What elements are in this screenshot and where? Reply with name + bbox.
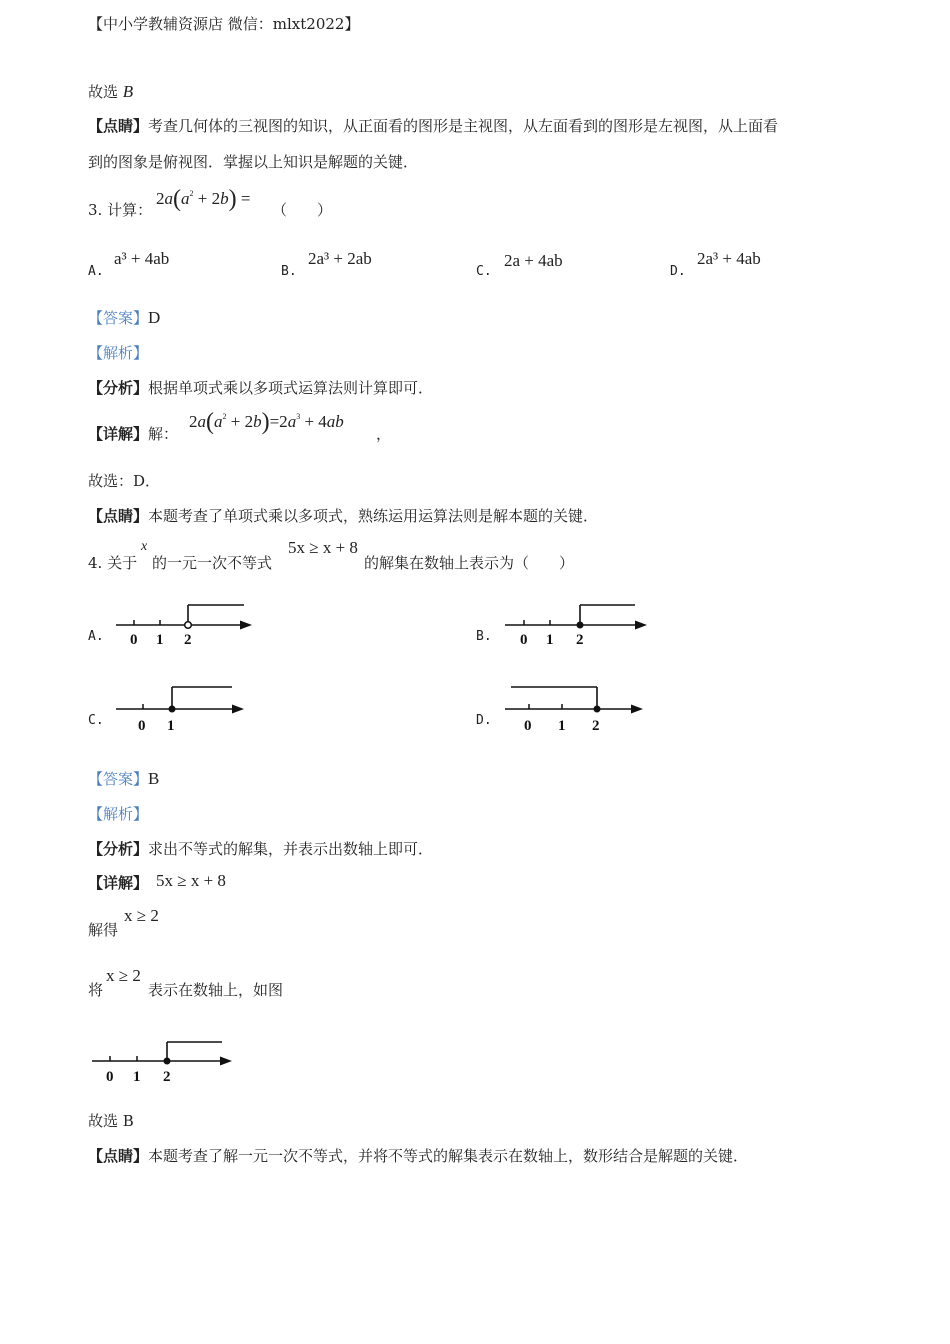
q4-stem-inequality: 5x ≥ x + 8 bbox=[288, 538, 358, 557]
tick-label: 1 bbox=[167, 718, 175, 734]
q3-option-c-label: C. bbox=[476, 264, 492, 279]
q3-expression: $2a(a^2 + 2b)$ = bbox=[156, 186, 251, 212]
q3-answer-value: D bbox=[148, 308, 161, 327]
q4-comment bbox=[88, 1146, 748, 1166]
q4-put-text: 将 bbox=[88, 981, 104, 999]
q2-comment-line2: 到的图象是俯视图．掌握以上知识是解题的关键． bbox=[88, 153, 419, 171]
q3-detail-equation: $2a(a^2 + 2b)=2a^3 + 4ab$ bbox=[189, 409, 344, 435]
q4-choose: 故选 B bbox=[88, 1112, 134, 1130]
q4-solution: x ≥ 2 bbox=[124, 906, 159, 925]
q3-detail-prefix: 解： bbox=[148, 425, 179, 443]
header-watermark: 【中小学教辅资源店 微信：mlxt2022】 bbox=[88, 15, 360, 33]
q3-blank: （ ） bbox=[272, 201, 333, 219]
tick-label: 0 bbox=[138, 718, 146, 734]
q3-analysis-tag: 【解析】 bbox=[88, 344, 149, 362]
q4-fenxi-tag: 【分析】 bbox=[88, 840, 149, 858]
q2-comment-text1: 考查几何体的三视图的知识，从正面看的图形是主视图，从左面看到的图形是左视图，从上面看 bbox=[148, 117, 779, 135]
q3-detail-suffix: ， bbox=[376, 425, 392, 443]
tick-label: 1 bbox=[546, 632, 554, 648]
q2-choose bbox=[88, 82, 133, 102]
tick-label: 0 bbox=[106, 1069, 114, 1085]
q3-fenxi-text: 根据单项式乘以多项式运算法则计算即可． bbox=[148, 379, 434, 397]
tick-label: 2 bbox=[576, 632, 584, 648]
q4-detail-tag: 【详解】 bbox=[88, 874, 149, 892]
q3-comment bbox=[88, 506, 598, 526]
q4-stem-suffix: 的解集在数轴上表示为（ ） bbox=[364, 554, 575, 572]
closed-endpoint bbox=[577, 622, 584, 629]
closed-endpoint bbox=[169, 706, 176, 713]
tick-label: 1 bbox=[156, 632, 164, 648]
tick-label: 2 bbox=[163, 1069, 171, 1085]
q4-option-c-numberline bbox=[112, 680, 252, 736]
q3-answer-tag: 【答案】 bbox=[88, 309, 149, 327]
q3-comment-tag: 【点睛】 bbox=[88, 507, 149, 525]
q4-answer-value: B bbox=[148, 769, 160, 788]
q2-comment-line1 bbox=[88, 116, 778, 136]
q3-option-a-expr: a³ + 4ab bbox=[114, 249, 170, 268]
q4-answer bbox=[88, 769, 159, 789]
closed-endpoint bbox=[594, 706, 601, 713]
q4-option-b-numberline bbox=[503, 598, 653, 652]
q4-fenxi-text: 求出不等式的解集，并表示出数轴上即可． bbox=[148, 840, 434, 858]
q3-option-a-label: A. bbox=[88, 264, 104, 279]
q4-answer-tag: 【答案】 bbox=[88, 770, 149, 788]
q3-comment-text: 本题考查了单项式乘以多项式，熟练运用运算法则是解本题的关键． bbox=[148, 507, 599, 525]
q4-option-a-numberline bbox=[112, 598, 262, 652]
q4-detail bbox=[88, 873, 148, 893]
q3-option-b-label: B. bbox=[281, 264, 297, 279]
q3-answer bbox=[88, 308, 160, 328]
q3-choose: 故选：D． bbox=[88, 472, 161, 490]
q3-fenxi bbox=[88, 378, 433, 398]
q2-choose-text: 故选 bbox=[88, 83, 119, 101]
q4-stem-prefix: 4. 关于 bbox=[88, 554, 138, 572]
q4-option-a-label: A. bbox=[88, 629, 104, 644]
axis-arrow bbox=[240, 621, 252, 630]
q4-option-c-label: C. bbox=[88, 713, 104, 728]
closed-endpoint bbox=[164, 1058, 171, 1065]
q3-detail bbox=[88, 424, 178, 444]
q3-option-c-expr: 2a + 4ab bbox=[504, 251, 563, 270]
open-endpoint bbox=[185, 622, 192, 629]
tick-label: 0 bbox=[520, 632, 528, 648]
q4-stem-var: x bbox=[141, 539, 148, 554]
q3-stem-prefix: 3. 计算： bbox=[88, 201, 153, 219]
axis-arrow bbox=[631, 705, 643, 714]
axis-arrow bbox=[232, 705, 244, 714]
q3-detail-tag: 【详解】 bbox=[88, 425, 149, 443]
q4-solution-numberline bbox=[88, 1033, 238, 1087]
q4-stem-mid: 的一元一次不等式 bbox=[152, 554, 273, 572]
q4-comment-tag: 【点睛】 bbox=[88, 1147, 149, 1165]
q4-analysis-tag: 【解析】 bbox=[88, 805, 149, 823]
tick-label: 1 bbox=[133, 1069, 141, 1085]
q4-solve-text: 解得 bbox=[88, 921, 119, 939]
q4-put-solution: x ≥ 2 bbox=[106, 966, 141, 985]
tick-label: 0 bbox=[130, 632, 138, 648]
q4-put-suffix: 表示在数轴上，如图 bbox=[148, 981, 284, 999]
tick-label: 2 bbox=[184, 632, 192, 648]
axis-arrow bbox=[220, 1057, 232, 1066]
tick-label: 1 bbox=[558, 718, 566, 734]
q2-comment-tag: 【点睛】 bbox=[88, 117, 149, 135]
q4-detail-inequality: 5x ≥ x + 8 bbox=[156, 871, 226, 890]
axis-arrow bbox=[635, 621, 647, 630]
q3-fenxi-tag: 【分析】 bbox=[88, 379, 149, 397]
q4-comment-text: 本题考查了解一元一次不等式，并将不等式的解集表示在数轴上，数形结合是解题的关键． bbox=[148, 1147, 749, 1165]
q2-choose-answer: B bbox=[122, 82, 134, 101]
q4-option-d-label: D. bbox=[476, 713, 492, 728]
q3-option-d-expr: 2a³ + 4ab bbox=[697, 249, 761, 268]
q4-option-b-label: B. bbox=[476, 629, 492, 644]
q3-option-d-label: D. bbox=[670, 264, 686, 279]
tick-label: 0 bbox=[524, 718, 532, 734]
q4-option-d-numberline bbox=[503, 680, 653, 736]
tick-label: 2 bbox=[592, 718, 600, 734]
q4-fenxi bbox=[88, 839, 433, 859]
q3-option-b-expr: 2a³ + 2ab bbox=[308, 249, 372, 268]
